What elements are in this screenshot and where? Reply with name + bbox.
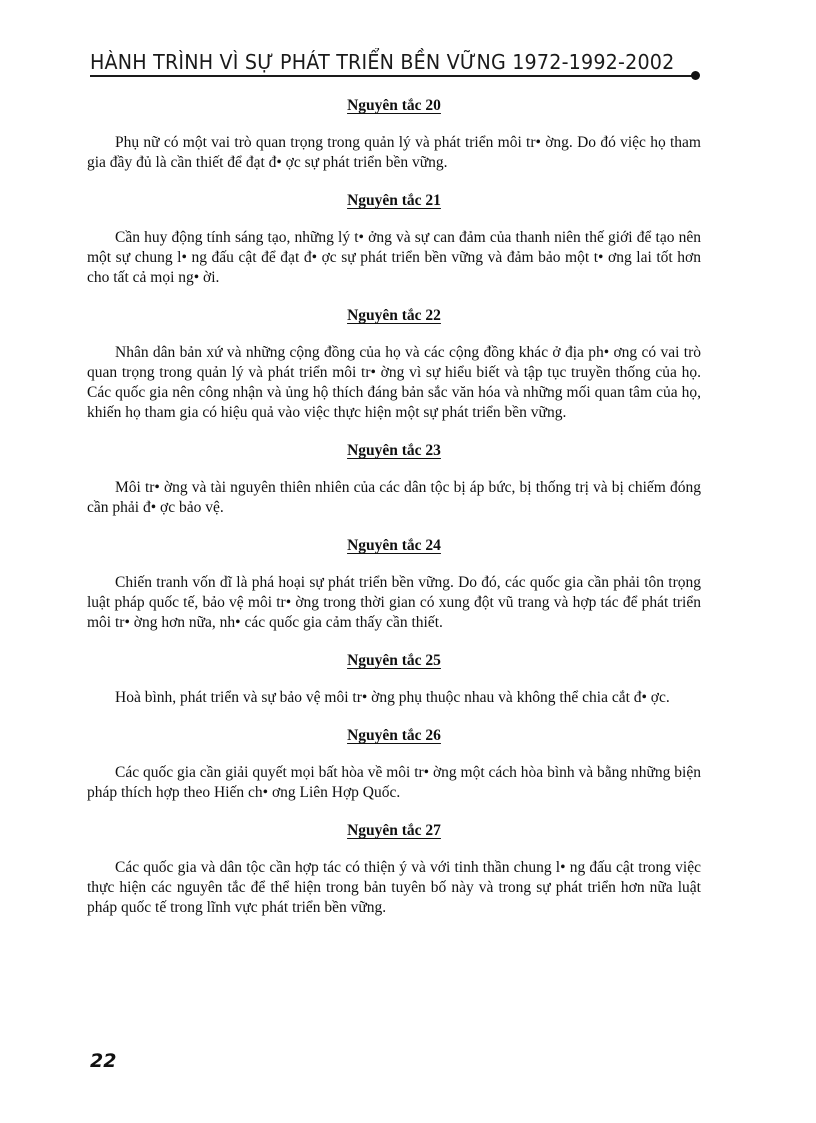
header-title: HÀNH TRÌNH VÌ SỰ PHÁT TRIỂN BỀN VỮNG 1972-1992-2002	[90, 50, 675, 74]
section-principle-24	[87, 536, 701, 633]
section-title: Nguyên tắc 26	[347, 727, 441, 744]
page-body	[87, 96, 701, 936]
section-title: Nguyên tắc 20	[347, 97, 441, 114]
section-principle-23	[87, 441, 701, 518]
section-text: Các quốc gia và dân tộc cần hợp tác có thiện ý và với tinh thần chung l• ng đấu cật trong việc thực hiện các nguyên tắc để thể hiện trong bản tuyên bố này và trong sự phát triển hơn nữa luật pháp quốc tế trong lĩnh vực phát triển bền vững.	[87, 859, 701, 916]
page-number: 22	[90, 1050, 117, 1072]
section-title: Nguyên tắc 21	[347, 192, 441, 209]
header-bullet-dot	[691, 71, 700, 80]
section-text: Nhân dân bản xứ và những cộng đồng của họ và các cộng đồng khác ở địa ph• ơng có vai trò quan trọng trong quản lý và phát triển môi tr• ờng vì sự hiểu biết và tập tục truyền thống của họ. Các quốc gia nên công nhận và ủng hộ thích đáng bản sắc văn hóa và những mối quan tâm của họ, khiến họ tham gia có hiệu quả vào việc thực hiện một sự phát triển bền vững.	[87, 344, 701, 421]
section-title: Nguyên tắc 22	[347, 307, 441, 324]
section-text: Cần huy động tính sáng tạo, những lý t• ởng và sự can đảm của thanh niên thế giới để tạo nên một sự chung l• ng đấu cật để đạt đ• ợc sự phát triển bền vững và đảm bảo một t• ơng lai tốt hơn cho tất cả mọi ng• ời.	[87, 229, 701, 286]
section-principle-22	[87, 306, 701, 423]
section-title: Nguyên tắc 27	[347, 822, 441, 839]
section-text: Phụ nữ có một vai trò quan trọng trong quản lý và phát triển môi tr• ờng. Do đó việc họ tham gia đầy đủ là cần thiết để đạt đ• ợc sự phát triển bền vững.	[87, 134, 701, 171]
section-text: Chiến tranh vốn dĩ là phá hoại sự phát triển bền vững. Do đó, các quốc gia cần phải tôn trọng luật pháp quốc tế, bảo vệ môi tr• ờng trong thời gian có xung đột vũ trang và hợp tác để phát triển môi tr• ờng hơn nữa, nh• các quốc gia cảm thấy cần thiết.	[87, 574, 701, 631]
section-text: Các quốc gia cần giải quyết mọi bất hòa về môi tr• ờng một cách hòa bình và bằng những biện pháp thích hợp theo Hiến ch• ơng Liên Hợp Quốc.	[87, 764, 701, 801]
running-header	[90, 50, 700, 74]
section-text: Môi tr• ờng và tài nguyên thiên nhiên của các dân tộc bị áp bức, bị thống trị và bị chiếm đóng cần phải đ• ợc bảo vệ.	[87, 479, 701, 516]
section-principle-25	[87, 651, 701, 708]
section-title: Nguyên tắc 25	[347, 652, 441, 669]
section-title: Nguyên tắc 23	[347, 442, 441, 459]
section-text: Hoà bình, phát triển và sự bảo vệ môi tr• ờng phụ thuộc nhau và không thể chia cắt đ• ợc.	[115, 689, 670, 706]
section-principle-21	[87, 191, 701, 288]
section-title: Nguyên tắc 24	[347, 537, 441, 554]
header-rule	[90, 75, 696, 77]
section-principle-26	[87, 726, 701, 803]
section-principle-20	[87, 96, 701, 173]
section-principle-27	[87, 821, 701, 918]
